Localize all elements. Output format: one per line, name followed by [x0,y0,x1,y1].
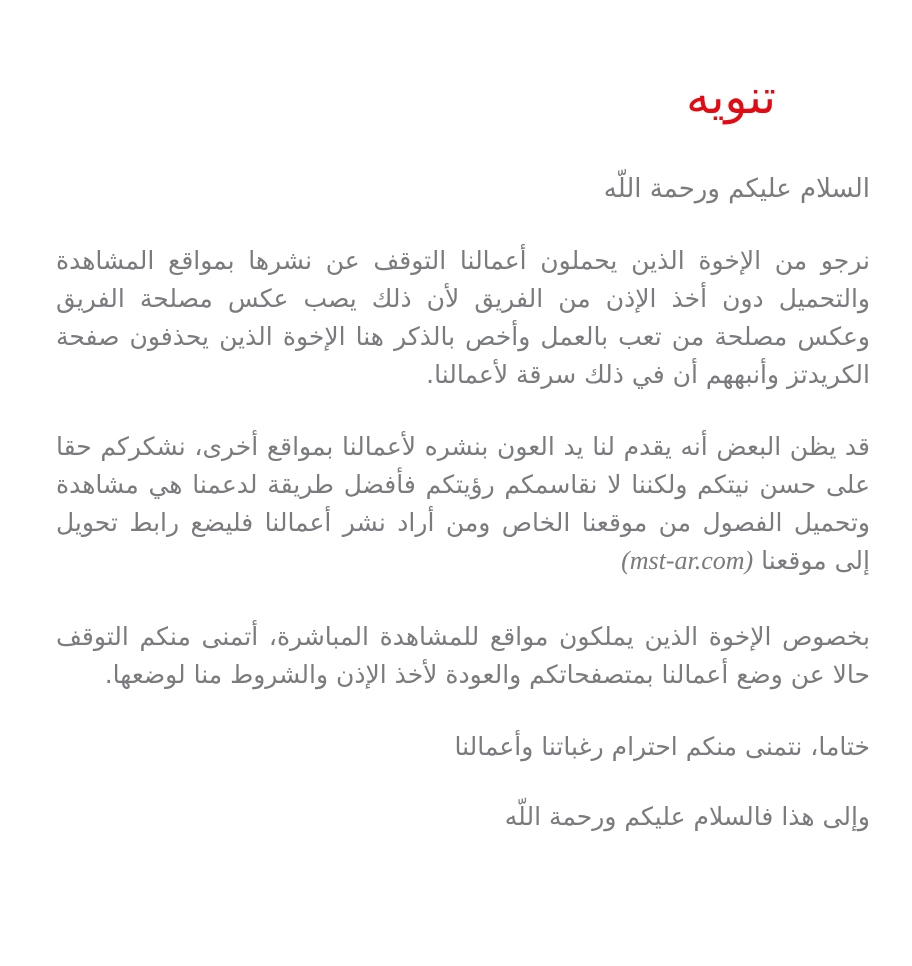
notice-title: تنويه [686,70,776,125]
paragraph-support-method-text: قد يظن البعض أنه يقدم لنا يد العون بنشره لأعمالنا بمواقع أخرى، نشكركم حقا على حسن نيتكم ولكننا لا نقاسمكم رؤيتكم فأفضل طريقة لدعمنا هي مشاهدة وتحميل الفصول من موقعنا الخاص ومن أراد نشر أعمالنا فليضع رابط تحويل إلى موقعنا [56,432,870,576]
closing-salam-line: وإلى هذا فالسلام عليكم ورحمة اللّه [504,802,870,832]
paragraph-stop-sharing: نرجو من الإخوة الذين يحملون أعمالنا التوقف عن نشرها بمواقع المشاهدة والتحميل دون أخذ الإذن من الفريق لأن ذلك يصب عكس مصلحة الفريق وعكس مصلحة من تعب بالعمل وأخص بالذكر هنا الإخوة الذين يحذفون صفحة الكريدتز وأنبههم أن في ذلك سرقة لأعمالنا. [56,246,870,390]
greeting-line: السلام عليكم ورحمة اللّه [603,174,870,205]
paragraph-support-method [56,428,870,580]
site-url-text: (mst-ar.com) [621,546,754,576]
paragraph-streaming-sites: بخصوص الإخوة الذين يملكون مواقع للمشاهدة المباشرة، أتمنى منكم التوقف حالا عن وضع أعمالنا بمتصفحاتكم والعودة لأخذ الإذن والشروط منا لوضعها. [56,622,870,690]
closing-respect-line: ختاما، نتمنى منكم احترام رغباتنا وأعمالنا [454,732,870,762]
